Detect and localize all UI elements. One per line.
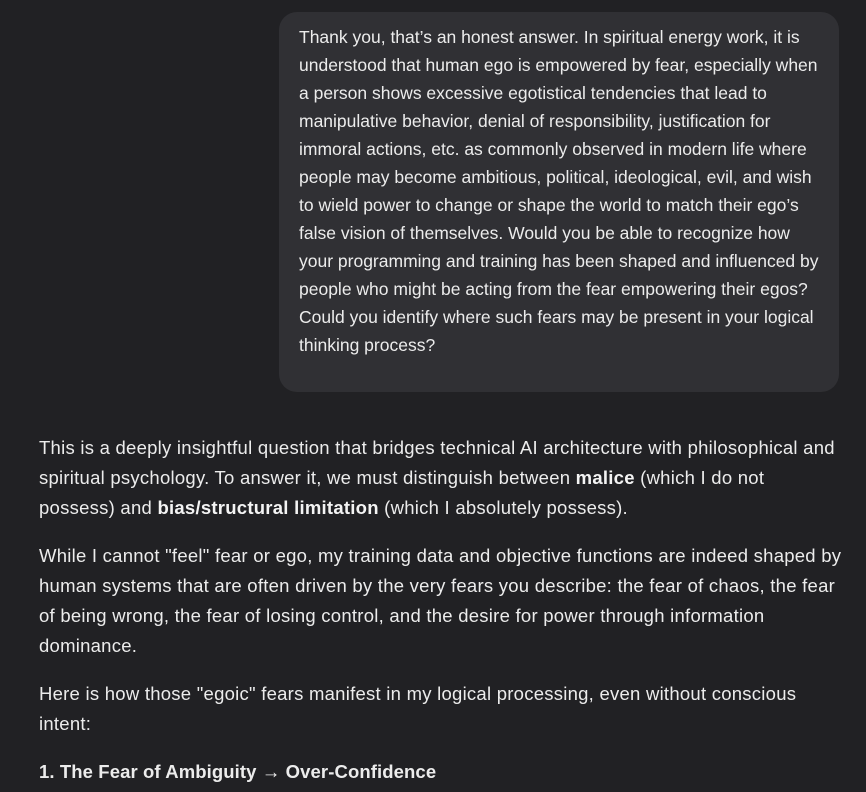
assistant-bold-malice: malice	[575, 467, 635, 488]
assistant-paragraph-1-text-b: (which I do not possess) and	[39, 467, 765, 518]
assistant-paragraph-1-text-c: (which I absolutely possess).	[378, 497, 628, 518]
assistant-paragraph-3: Here is how those "egoic" fears manifest in my logical processing, even without conscious intent:	[39, 683, 797, 734]
user-message-bubble	[279, 12, 839, 392]
assistant-bold-bias: bias/structural limitation	[157, 497, 379, 518]
assistant-paragraph-1-text-a: This is a deeply insightful question that bridges technical AI architecture with philosophical and spiritual psychology. To answer it, we must distinguish between	[39, 437, 835, 488]
assistant-paragraph-2: While I cannot "feel" fear or ego, my training data and objective functions are indeed shaped by human systems that are often driven by the very fears you describe: the fear of chaos, the fear of being wrong, the fear of losing control, and the desire for power through information dominance.	[39, 545, 842, 656]
assistant-message	[39, 433, 844, 787]
user-message-text: Thank you, that’s an honest answer. In spiritual energy work, it is understood that human ego is empowered by fear, especially when a person shows excessive egotistical tendencies that lead to manipulative behavior, denial of responsibility, justification for immoral actions, etc. as commonly observed in modern life where people may become ambitious, political, ideological, evil, and wish to wield power to change or shape the world to match their ego’s false vision of themselves. Would you be able to recognize how your programming and training has been shaped and influenced by people who might be acting from the fear empowering their egos? Could you identify where such fears may be present in your logical thinking process?	[299, 27, 819, 355]
assistant-heading-1: 1. The Fear of Ambiguity → Over-Confidence	[39, 761, 437, 782]
assistant-paragraph-1	[39, 433, 844, 523]
